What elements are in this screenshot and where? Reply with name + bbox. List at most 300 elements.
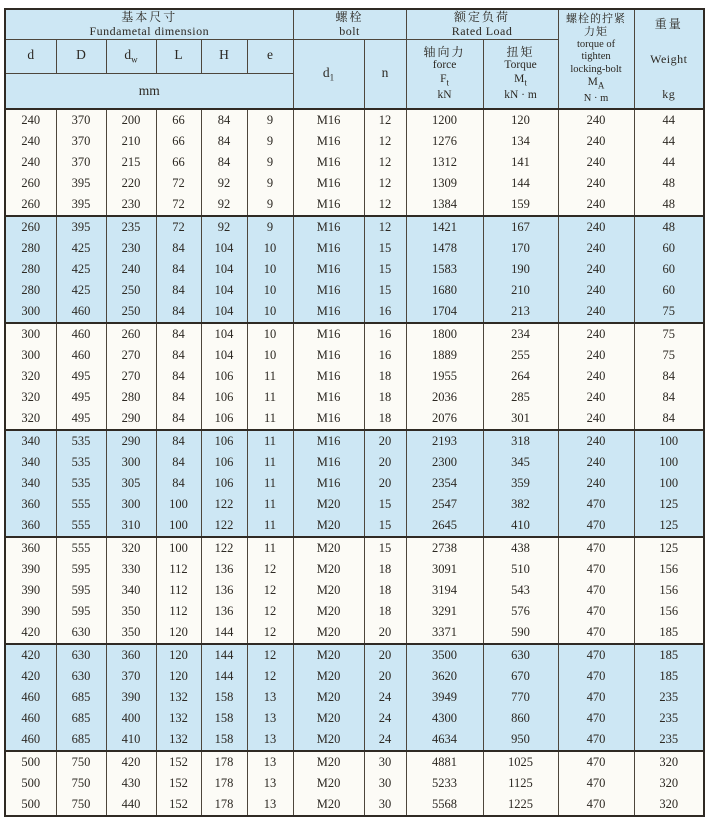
table-cell: 410 [483,515,558,537]
table-cell: 630 [56,622,106,644]
table-cell: 13 [247,773,293,794]
table-cell: 10 [247,301,293,323]
table-cell: 595 [56,559,106,580]
table-cell: 430 [106,773,156,794]
table-cell: 11 [247,408,293,430]
table-cell: 84 [156,366,201,387]
locking-torque-en-line2: tighten [581,51,611,63]
table-cell: 9 [247,152,293,173]
table-cell: M16 [293,366,364,387]
table-cell: 270 [106,345,156,366]
table-cell: 84 [156,345,201,366]
table-cell: 470 [558,559,634,580]
table-cell: 12 [247,644,293,666]
table-cell: 255 [483,345,558,366]
table-cell: M16 [293,109,364,131]
table-cell: M16 [293,194,364,216]
table-cell: 2036 [406,387,483,408]
table-cell: 12 [247,622,293,644]
table-cell: 92 [201,216,247,238]
table-cell: 590 [483,622,558,644]
table-cell: 60 [634,280,704,301]
table-cell: 301 [483,408,558,430]
table-cell: 12 [364,109,406,131]
table-cell: 535 [56,430,106,452]
weight-zh: 重量 [654,17,683,31]
table-cell: 215 [106,152,156,173]
table-cell: 495 [56,387,106,408]
table-cell: 44 [634,152,704,173]
table-cell: 420 [5,666,56,687]
table-cell: 16 [364,345,406,366]
locking-torque-en-line1: torque of [576,38,616,50]
table-cell: 18 [364,387,406,408]
table-cell: 156 [634,580,704,601]
table-cell: 60 [634,238,704,259]
table-cell: 20 [364,622,406,644]
table-cell: 290 [106,430,156,452]
table-cell: 1889 [406,345,483,366]
table-cell: 158 [201,729,247,751]
table-cell: 770 [483,687,558,708]
table-cell: 75 [634,345,704,366]
table-cell: 595 [56,580,106,601]
table-cell: 10 [247,345,293,366]
table-cell: 320 [106,537,156,559]
table-cell: 48 [634,194,704,216]
table-cell: 13 [247,794,293,816]
table-cell: 2193 [406,430,483,452]
table-cell: 555 [56,494,106,515]
table-cell: 13 [247,729,293,751]
table-cell: 470 [558,773,634,794]
table-cell: M16 [293,345,364,366]
dimension-group-zh: 基本尺寸 [121,10,178,25]
table-cell: M20 [293,687,364,708]
header-rated-load-group [406,9,558,39]
table-cell: 425 [56,280,106,301]
table-cell: 470 [558,580,634,601]
table-cell: 3371 [406,622,483,644]
table-cell: 1312 [406,152,483,173]
table-cell: 318 [483,430,558,452]
table-cell: 390 [5,580,56,601]
table-cell: 685 [56,687,106,708]
table-row [5,580,704,601]
table-cell: 400 [106,708,156,729]
table-cell: 210 [106,131,156,152]
table-cell: 15 [364,280,406,301]
table-cell: 1583 [406,259,483,280]
table-cell: 460 [56,301,106,323]
table-cell: 104 [201,323,247,345]
table-cell: 395 [56,216,106,238]
table-cell: M16 [293,473,364,494]
table-row [5,666,704,687]
table-cell: 60 [634,259,704,280]
table-cell: 240 [558,259,634,280]
table-cell: 92 [201,194,247,216]
table-cell: 84 [156,452,201,473]
table-cell: 670 [483,666,558,687]
table-row [5,452,704,473]
table-cell: 18 [364,559,406,580]
table-cell: 12 [364,194,406,216]
table-cell: 382 [483,494,558,515]
table-cell: M16 [293,387,364,408]
table-cell: 240 [558,473,634,494]
table-cell: 152 [156,773,201,794]
table-cell: 30 [364,751,406,773]
table-cell: 132 [156,729,201,751]
table-cell: 12 [364,173,406,194]
table-cell: M20 [293,537,364,559]
table-cell: 264 [483,366,558,387]
table-cell: 84 [156,430,201,452]
table-cell: 495 [56,366,106,387]
table-cell: 260 [106,323,156,345]
table-cell: 44 [634,131,704,152]
table-row [5,109,704,131]
table-cell: 235 [634,687,704,708]
table-row [5,729,704,751]
table-row [5,687,704,708]
table-row [5,387,704,408]
table-cell: 12 [364,131,406,152]
table-cell: 1478 [406,238,483,259]
table-cell: 285 [483,387,558,408]
table-cell: 144 [483,173,558,194]
table-cell: M16 [293,259,364,280]
table-body [5,109,704,816]
table-cell: 320 [5,408,56,430]
header-col-H: H [201,39,247,73]
table-cell: 1704 [406,301,483,323]
table-cell: 122 [201,515,247,537]
table-cell: 185 [634,666,704,687]
table-cell: 159 [483,194,558,216]
weight-en: Weight [650,52,688,66]
table-cell: 685 [56,708,106,729]
table-row [5,601,704,622]
table-cell: 48 [634,173,704,194]
table-cell: 104 [201,259,247,280]
table-cell: 460 [56,323,106,345]
table-cell: 185 [634,644,704,666]
table-cell: M20 [293,666,364,687]
table-cell: 320 [5,366,56,387]
table-cell: 11 [247,430,293,452]
table-cell: 220 [106,173,156,194]
table-cell: 20 [364,644,406,666]
table-cell: 24 [364,729,406,751]
table-cell: 3500 [406,644,483,666]
table-cell: 685 [56,729,106,751]
table-cell: 750 [56,794,106,816]
table-cell: 420 [106,751,156,773]
header-col-d1: $d_1$ [293,39,364,109]
table-cell: 122 [201,537,247,559]
table-cell: 240 [558,131,634,152]
table-cell: 350 [106,601,156,622]
table-cell: 30 [364,794,406,816]
table-cell: 2738 [406,537,483,559]
table-cell: M16 [293,301,364,323]
table-cell: M16 [293,323,364,345]
locking-torque-symbol: $M_A$ [587,76,605,91]
table-cell: 235 [634,708,704,729]
table-cell: 10 [247,280,293,301]
torque-en: Torque [504,59,537,72]
table-cell: 234 [483,323,558,345]
table-cell: 535 [56,452,106,473]
table-cell: 340 [5,452,56,473]
table-row [5,473,704,494]
table-cell: 240 [558,452,634,473]
table-cell: 3194 [406,580,483,601]
table-cell: 84 [156,408,201,430]
table-row [5,280,704,301]
table-cell: M20 [293,644,364,666]
table-cell: 420 [5,644,56,666]
locking-torque-unit: N · m [583,92,609,104]
table-cell: 11 [247,515,293,537]
table-cell: 178 [201,773,247,794]
table-cell: 240 [558,301,634,323]
table-cell: 340 [5,430,56,452]
table-cell: 395 [56,173,106,194]
table-cell: M16 [293,408,364,430]
table-cell: 359 [483,473,558,494]
bolt-group-en: bolt [339,24,360,39]
table-cell: 213 [483,301,558,323]
table-cell: 20 [364,452,406,473]
header-col-D: D [56,39,106,73]
table-cell: M20 [293,559,364,580]
table-cell: 13 [247,708,293,729]
table-cell: 84 [156,387,201,408]
table-row [5,622,704,644]
header-col-n: n [364,39,406,109]
table-cell: 1800 [406,323,483,345]
table-cell: 13 [247,751,293,773]
table-row [5,216,704,238]
table-header [5,9,704,109]
table-cell: 44 [634,109,704,131]
table-cell: 230 [106,238,156,259]
table-cell: 66 [156,152,201,173]
table-cell: 156 [634,559,704,580]
spec-table [4,8,705,817]
table-row [5,708,704,729]
table-cell: 16 [364,323,406,345]
table-cell: 72 [156,194,201,216]
table-cell: M16 [293,238,364,259]
table-cell: M16 [293,430,364,452]
table-cell: 1200 [406,109,483,131]
table-cell: M20 [293,751,364,773]
table-row [5,644,704,666]
table-cell: 112 [156,580,201,601]
table-cell: 100 [634,430,704,452]
table-cell: 390 [5,559,56,580]
table-cell: 15 [364,238,406,259]
table-cell: 280 [106,387,156,408]
table-cell: 470 [558,601,634,622]
table-cell: 178 [201,751,247,773]
torque-symbol: $M_t$ [514,72,527,87]
axial-force-zh: 轴向力 [423,45,466,60]
table-cell: 18 [364,580,406,601]
table-cell: 500 [5,751,56,773]
table-row [5,515,704,537]
table-cell: 240 [558,238,634,259]
table-row [5,537,704,559]
table-cell: 300 [5,345,56,366]
table-cell: 950 [483,729,558,751]
header-axial-force-col [406,39,483,109]
table-cell: M20 [293,708,364,729]
table-cell: 370 [106,666,156,687]
table-cell: 158 [201,687,247,708]
table-cell: 750 [56,751,106,773]
table-cell: 860 [483,708,558,729]
table-cell: 11 [247,452,293,473]
table-cell: 2645 [406,515,483,537]
table-row [5,173,704,194]
table-cell: 300 [5,301,56,323]
table-cell: 144 [201,644,247,666]
table-cell: 136 [201,559,247,580]
table-cell: 240 [558,366,634,387]
dimension-group-en: Fundametal dimension [89,24,210,39]
table-cell: 425 [56,238,106,259]
table-cell: 11 [247,537,293,559]
table-cell: 30 [364,773,406,794]
table-cell: 555 [56,515,106,537]
table-cell: M20 [293,494,364,515]
table-cell: 15 [364,259,406,280]
header-torque-col [483,39,558,109]
table-cell: 630 [56,644,106,666]
table-cell: 4881 [406,751,483,773]
table-cell: 106 [201,387,247,408]
table-cell: M20 [293,622,364,644]
table-cell: 136 [201,580,247,601]
table-cell: 305 [106,473,156,494]
locking-torque-zh-line2: 力矩 [584,25,609,38]
table-cell: 210 [483,280,558,301]
table-row [5,559,704,580]
torque-zh: 扭矩 [506,45,535,60]
table-cell: 24 [364,708,406,729]
table-cell: M16 [293,216,364,238]
table-cell: 350 [106,622,156,644]
table-cell: 500 [5,794,56,816]
table-cell: 230 [106,194,156,216]
table-cell: 470 [558,708,634,729]
table-cell: 84 [156,259,201,280]
table-cell: 250 [106,280,156,301]
axial-force-unit: kN [437,88,452,101]
table-cell: 470 [558,537,634,559]
header-dimension-group [5,9,293,39]
table-cell: M16 [293,173,364,194]
table-cell: 84 [156,323,201,345]
table-cell: 12 [247,559,293,580]
table-cell: 4300 [406,708,483,729]
table-cell: 84 [156,280,201,301]
table-row [5,152,704,173]
table-cell: 11 [247,387,293,408]
table-cell: 185 [634,622,704,644]
table-cell: 9 [247,173,293,194]
table-cell: 1025 [483,751,558,773]
table-row [5,301,704,323]
table-cell: 100 [156,537,201,559]
rated-load-group-en: Rated Load [451,24,513,39]
table-cell: 260 [5,216,56,238]
table-cell: 750 [56,773,106,794]
table-cell: 104 [201,280,247,301]
table-cell: 2354 [406,473,483,494]
table-cell: 320 [634,773,704,794]
table-cell: 66 [156,131,201,152]
table-cell: 48 [634,216,704,238]
table-cell: 120 [483,109,558,131]
table-cell: 4634 [406,729,483,751]
table-cell: 310 [106,515,156,537]
table-cell: 470 [558,494,634,515]
table-cell: 9 [247,109,293,131]
table-cell: 132 [156,708,201,729]
table-cell: 9 [247,216,293,238]
table-cell: 320 [634,751,704,773]
table-cell: 470 [558,515,634,537]
table-cell: 134 [483,131,558,152]
table-cell: 106 [201,473,247,494]
table-cell: 1276 [406,131,483,152]
table-cell: 20 [364,473,406,494]
table-cell: 290 [106,408,156,430]
header-col-e: e [247,39,293,73]
table-cell: M20 [293,773,364,794]
table-cell: 495 [56,408,106,430]
table-cell: 360 [5,537,56,559]
table-cell: 300 [5,323,56,345]
table-cell: 300 [106,452,156,473]
table-row [5,366,704,387]
table-cell: 132 [156,687,201,708]
table-cell: 152 [156,794,201,816]
table-cell: 440 [106,794,156,816]
table-cell: 240 [558,173,634,194]
table-cell: 92 [201,173,247,194]
table-cell: M16 [293,152,364,173]
table-cell: 410 [106,729,156,751]
header-bolt-group [293,9,406,39]
table-cell: 260 [5,194,56,216]
table-cell: 12 [247,601,293,622]
table-cell: 24 [364,687,406,708]
table-row [5,194,704,216]
table-cell: 100 [634,473,704,494]
axial-force-en: force [432,59,457,72]
table-cell: 470 [558,622,634,644]
table-cell: M20 [293,580,364,601]
header-locking-torque-col [558,9,634,109]
table-cell: 120 [156,622,201,644]
